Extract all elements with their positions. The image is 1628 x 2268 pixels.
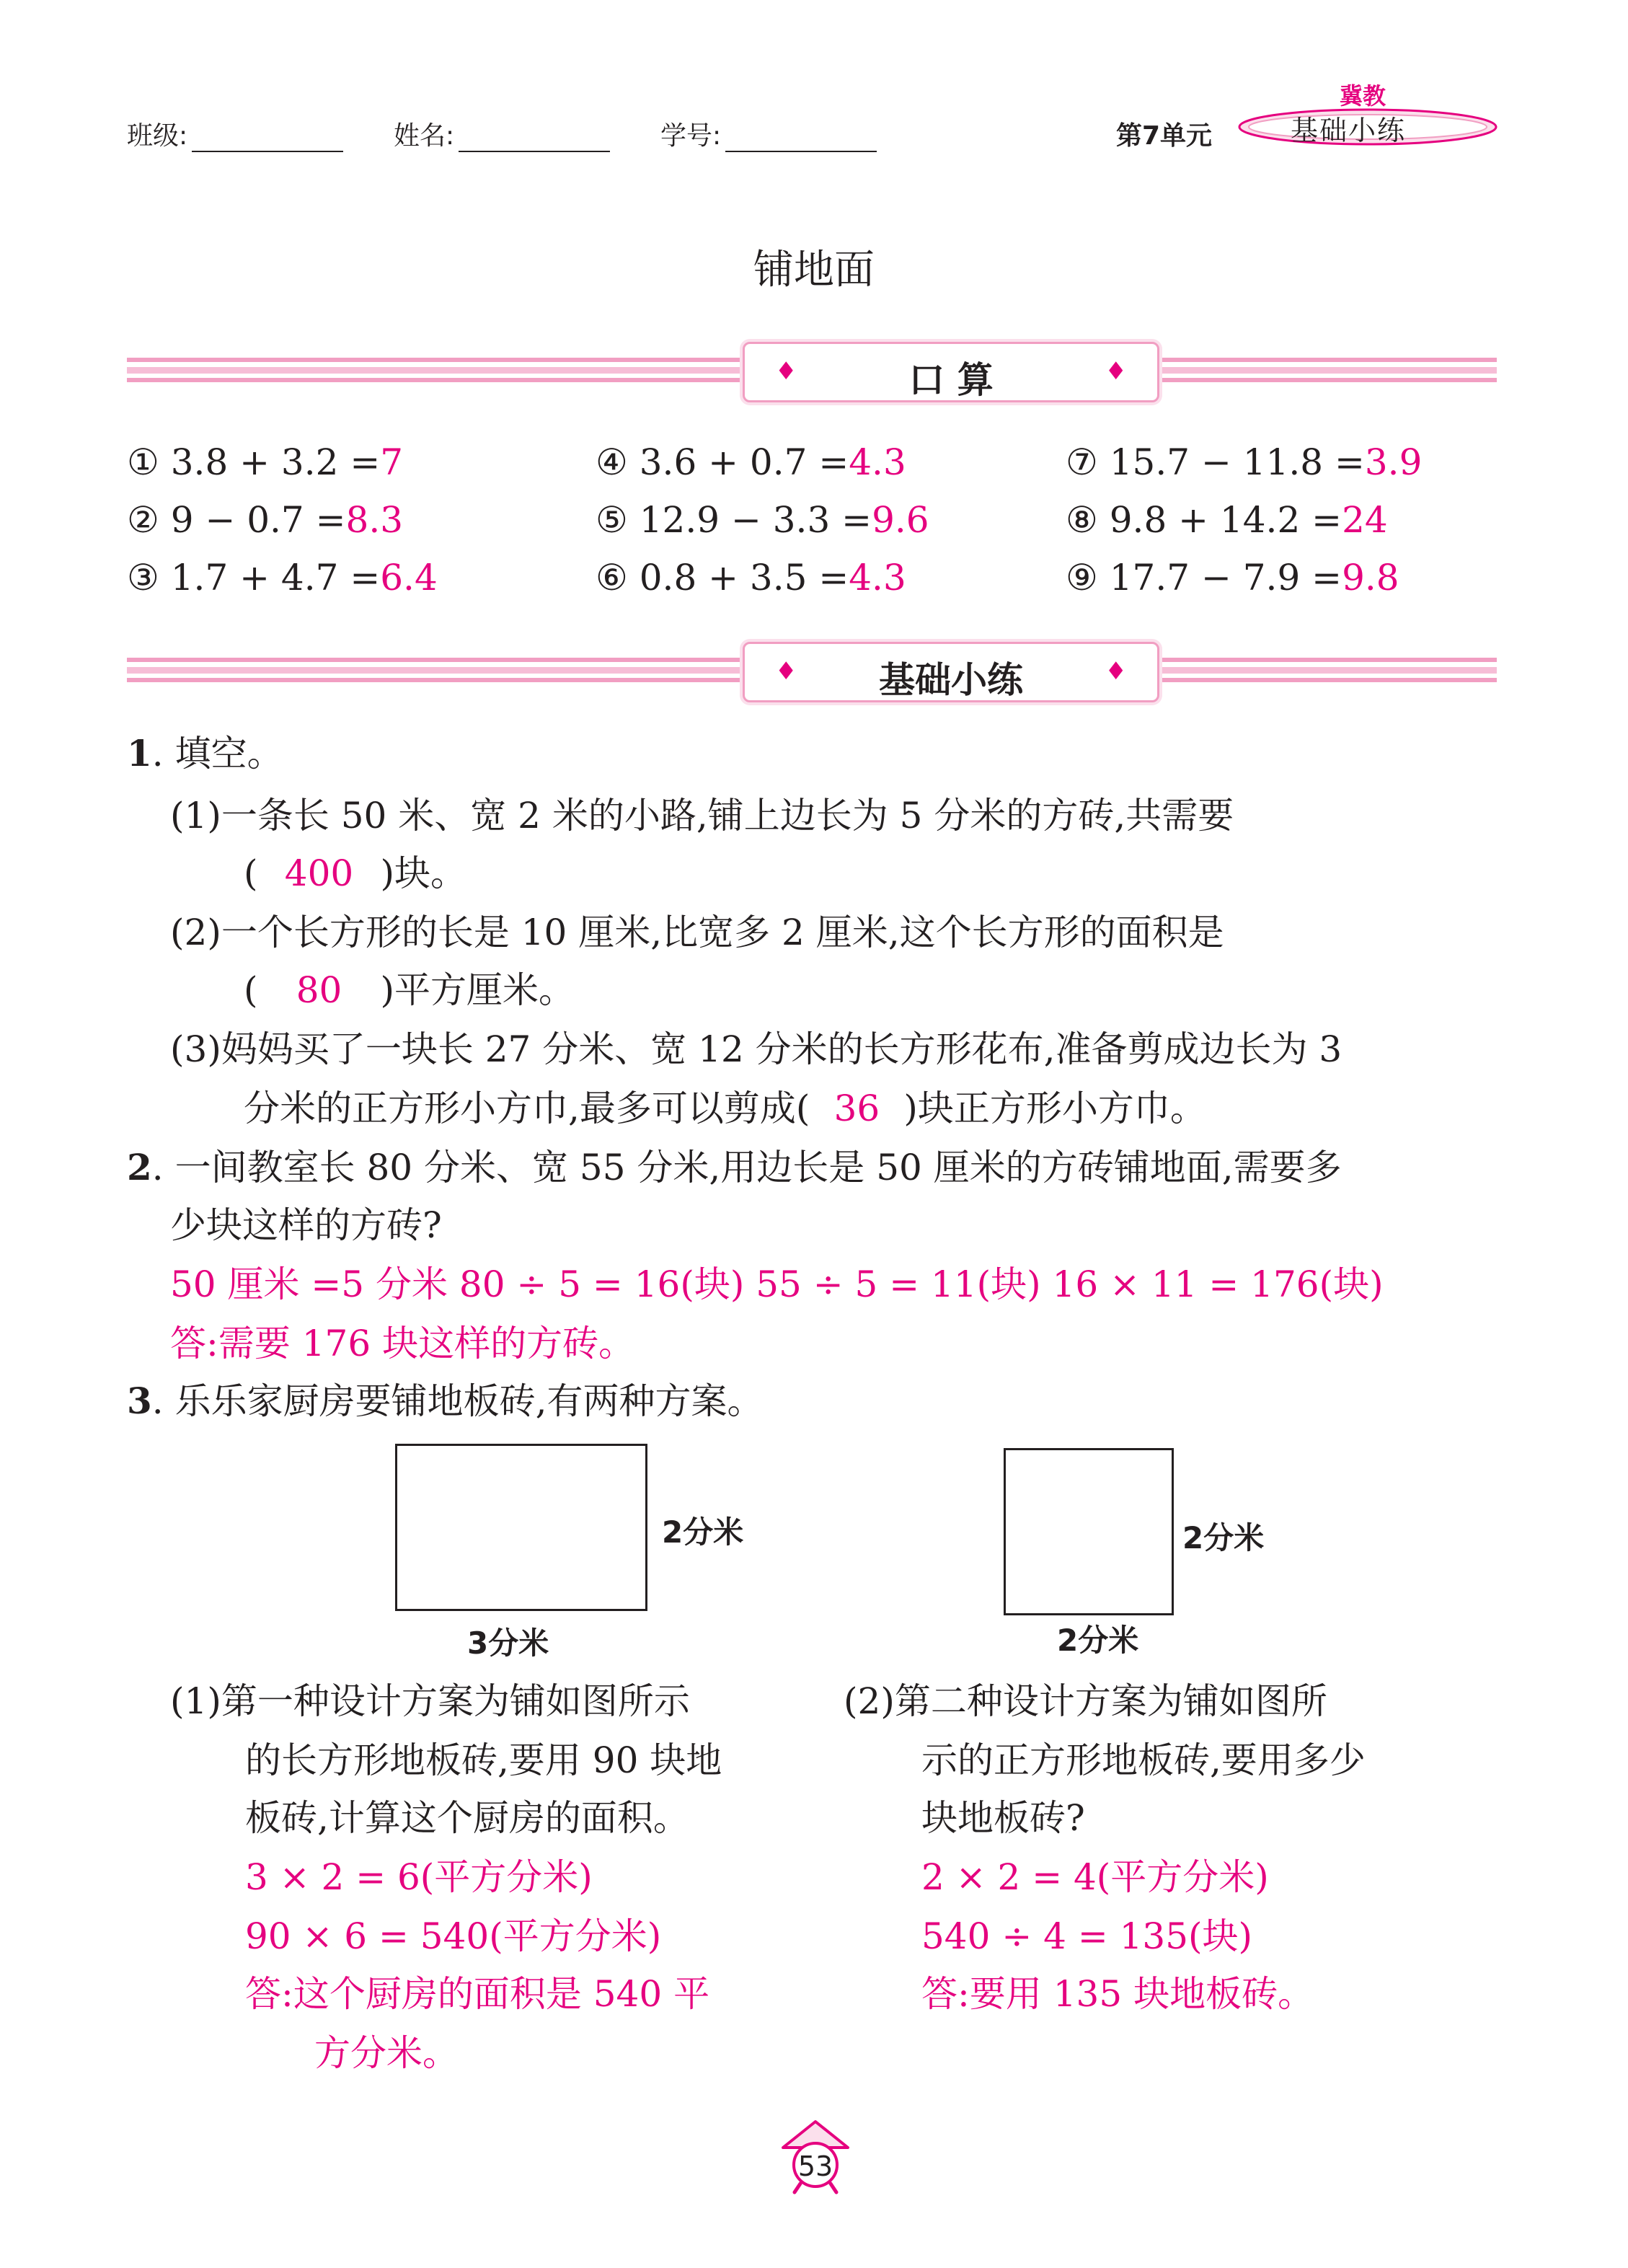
section-title-box bbox=[743, 642, 1159, 702]
q1-part1-blank: ( 400 )块。 bbox=[244, 852, 467, 894]
question-2-line2: 少块这样的方砖? bbox=[170, 1204, 442, 1246]
student-id-label: 学号: bbox=[660, 121, 722, 151]
section-title-box bbox=[743, 342, 1159, 402]
oral-item: ② 9 − 0.7 =8.3 bbox=[127, 499, 404, 541]
oral-item: ⑨ 17.7 − 7.9 =9.8 bbox=[1066, 557, 1399, 599]
oral-item: ⑤ 12.9 − 3.3 =9.6 bbox=[596, 499, 929, 541]
diamond-icon: ♦ bbox=[775, 357, 797, 386]
oral-item: ③ 1.7 + 4.7 =6.4 bbox=[127, 557, 438, 599]
q3-part1-answer-1: 答:这个厨房的面积是 540 平 bbox=[245, 1973, 710, 2015]
question-2-answer: 答:需要 176 块这样的方砖。 bbox=[170, 1323, 635, 1364]
rectangle-tile-figure bbox=[395, 1444, 647, 1611]
page-title: 铺地面 bbox=[753, 247, 875, 294]
oral-answer: 9.8 bbox=[1342, 557, 1399, 599]
q1-part3-blank: 分米的正方形小方巾,最多可以剪成( 36 )块正方形小方巾。 bbox=[244, 1087, 1206, 1129]
class-label: 班级: bbox=[127, 121, 188, 151]
rect-height-label: 2分米 bbox=[662, 1514, 744, 1550]
oral-answer: 9.6 bbox=[872, 499, 929, 541]
oral-item: ④ 3.6 + 0.7 =4.3 bbox=[596, 441, 906, 483]
q1-part3-text: (3)妈妈买了一块长 27 分米、宽 12 分米的长方形花布,准备剪成边长为 3 bbox=[170, 1028, 1342, 1070]
q3-part1-answer-2: 方分米。 bbox=[314, 2032, 459, 2074]
q3-part2-answer: 答:要用 135 块地板砖。 bbox=[921, 1973, 1314, 2015]
student-id-blank[interactable] bbox=[725, 125, 877, 152]
q3-part1-line3: 板砖,计算这个厨房的面积。 bbox=[245, 1797, 689, 1839]
student-id-field bbox=[660, 115, 877, 152]
section-banner-oral bbox=[127, 357, 1497, 401]
oral-item: ① 3.8 + 3.2 =7 bbox=[127, 441, 404, 483]
oral-answer: 6.4 bbox=[380, 557, 438, 599]
diamond-icon: ♦ bbox=[775, 657, 797, 686]
publisher-label: 冀教 bbox=[1340, 82, 1386, 110]
oral-answer: 3.9 bbox=[1364, 441, 1423, 483]
class-blank[interactable] bbox=[192, 125, 343, 152]
page-number: 53 bbox=[797, 2150, 833, 2182]
oral-item: ⑧ 9.8 + 14.2 =24 bbox=[1066, 499, 1388, 541]
q3-part1-line1: (1)第一种设计方案为铺如图所示 bbox=[170, 1680, 690, 1722]
q3-part2-line3: 块地板砖? bbox=[921, 1797, 1085, 1839]
series-badge: 基础小练 bbox=[1291, 115, 1407, 146]
section-banner-practice bbox=[127, 657, 1497, 701]
question-3-heading: 3. 乐乐家厨房要铺地板砖,有两种方案。 bbox=[127, 1380, 764, 1422]
oral-item: ⑥ 0.8 + 3.5 =4.3 bbox=[596, 557, 906, 599]
q1-part1-text: (1)一条长 50 米、宽 2 米的小路,铺上边长为 5 分米的方砖,共需要 bbox=[170, 795, 1234, 837]
name-field bbox=[394, 115, 610, 152]
q1-part1-answer: 400 bbox=[284, 852, 354, 894]
q3-part2-line1: (2)第二种设计方案为铺如图所 bbox=[844, 1680, 1327, 1722]
square-tile-figure bbox=[1004, 1448, 1174, 1615]
name-blank[interactable] bbox=[459, 125, 610, 152]
section-title: 基础小练 bbox=[879, 659, 1023, 701]
q3-part2-solution-1: 2 × 2 = 4(平方分米) bbox=[921, 1856, 1269, 1898]
section-title: 口 算 bbox=[908, 359, 994, 401]
unit-label: 第7单元 bbox=[1116, 121, 1213, 151]
oral-answer: 4.3 bbox=[849, 441, 906, 483]
q3-part1-solution-1: 3 × 2 = 6(平方分米) bbox=[245, 1856, 593, 1898]
class-field bbox=[127, 115, 343, 152]
oral-answer: 8.3 bbox=[345, 499, 404, 541]
oral-answer: 7 bbox=[380, 441, 404, 483]
q1-part2-answer: 80 bbox=[296, 969, 342, 1011]
q3-part1-line2: 的长方形地板砖,要用 90 块地 bbox=[245, 1739, 722, 1781]
oral-item: ⑦ 15.7 − 11.8 =3.9 bbox=[1066, 441, 1423, 483]
question-2-line1: 2. 一间教室长 80 分米、宽 55 分米,用边长是 50 厘米的方砖铺地面,需要多 bbox=[127, 1146, 1342, 1188]
question-1-heading: 1. 填空。 bbox=[127, 732, 283, 775]
name-label: 姓名: bbox=[394, 121, 455, 151]
square-width-label: 2分米 bbox=[1057, 1623, 1139, 1658]
q1-part3-answer: 36 bbox=[833, 1087, 880, 1129]
q3-part1-solution-2: 90 × 6 = 540(平方分米) bbox=[245, 1915, 662, 1957]
diamond-icon: ♦ bbox=[1105, 357, 1127, 386]
oral-answer: 4.3 bbox=[849, 557, 906, 599]
square-height-label: 2分米 bbox=[1182, 1520, 1265, 1556]
q1-part2-text: (2)一个长方形的长是 10 厘米,比宽多 2 厘米,这个长方形的面积是 bbox=[170, 912, 1224, 953]
question-2-solution: 50 厘米 =5 分米 80 ÷ 5 = 16(块) 55 ÷ 5 = 11(块) 16 × 11 = 176(块) bbox=[170, 1263, 1384, 1305]
diamond-icon: ♦ bbox=[1105, 657, 1127, 686]
q3-part2-solution-2: 540 ÷ 4 = 135(块) bbox=[921, 1915, 1253, 1957]
q1-part2-blank: ( 80 )平方厘米。 bbox=[244, 969, 575, 1011]
rect-width-label: 3分米 bbox=[467, 1625, 549, 1661]
page-number-badge bbox=[776, 2117, 855, 2197]
q3-part2-line2: 示的正方形地板砖,要用多少 bbox=[921, 1739, 1366, 1781]
oral-answer: 24 bbox=[1342, 499, 1388, 541]
